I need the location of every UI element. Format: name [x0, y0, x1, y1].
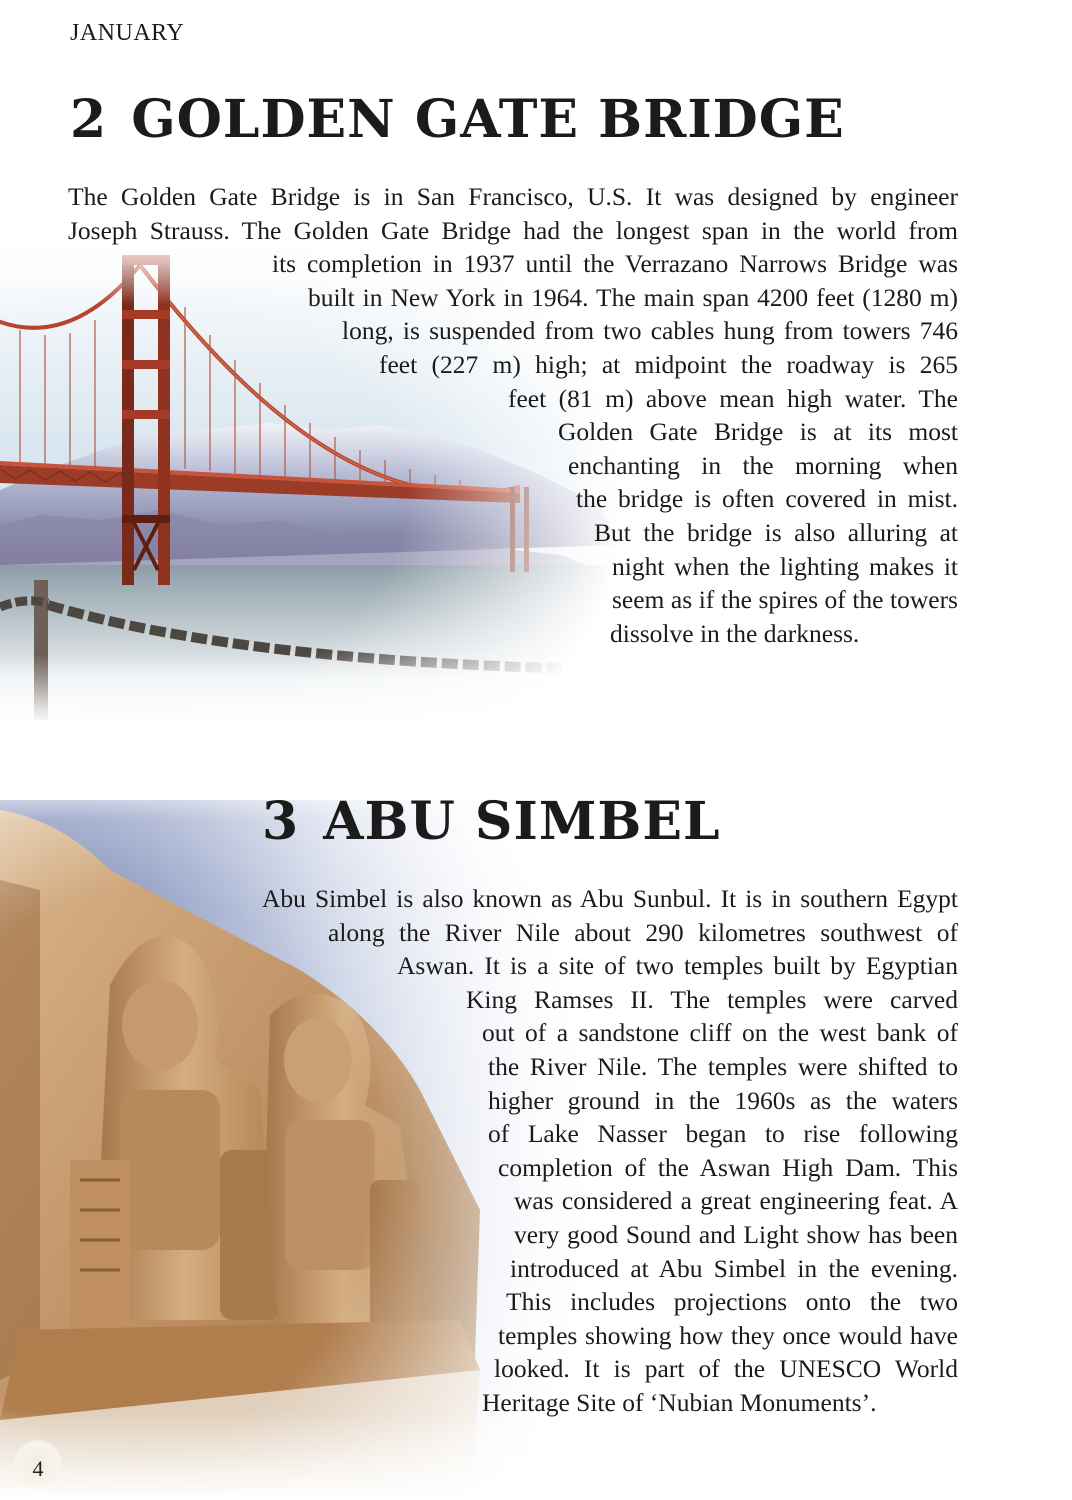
text-line: night when the lighting makes it [612, 551, 958, 581]
text-line: very good Sound and Light show has been [514, 1219, 958, 1249]
text-line: looked. It is part of the UNESCO World [494, 1354, 958, 1384]
text-line: enchanting in the morning when [568, 450, 958, 480]
text-line: was considered a great engineering feat. A [514, 1186, 958, 1216]
text-line: the River Nile. The temples were shifted to [488, 1051, 958, 1081]
text-line: the bridge is often covered in mist. [576, 484, 958, 514]
text-line: feet (227 m) high; at midpoint the roadway is 265 [379, 349, 958, 379]
text-line: introduced at Abu Simbel in the evening. [510, 1253, 958, 1283]
section-number: 3 [262, 791, 300, 852]
text-line: completion of the Aswan High Dam. This [498, 1152, 958, 1182]
text-line: higher ground in the 1960s as the waters [488, 1085, 958, 1115]
text-line: This includes projections onto the two [506, 1287, 958, 1317]
text-line: its completion in 1937 until the Verrazano Narrows Bridge was [272, 249, 958, 279]
text-line: of Lake Nasser began to rise following [488, 1119, 958, 1149]
golden-gate-paragraph [68, 180, 958, 650]
section-heading: ABU SIMBEL [323, 791, 721, 852]
text-line: along the River Nile about 290 kilometres southwest of [328, 917, 958, 947]
section-title-golden-gate [70, 89, 845, 150]
text-line: Joseph Strauss. The Golden Gate Bridge had the longest span in the world from [68, 215, 958, 245]
text-line: But the bridge is also alluring at [594, 517, 958, 547]
text-line: built in New York in 1964. The main span 4200 feet (1280 m) [308, 282, 958, 312]
text-line: feet (81 m) above mean high water. The [508, 383, 958, 413]
section-heading: GOLDEN GATE BRIDGE [131, 89, 845, 150]
text-line: dissolve in the darkness. [610, 618, 860, 648]
text-line: Golden Gate Bridge is at its most [558, 417, 958, 447]
abu-simbel-paragraph [262, 882, 958, 1420]
text-line: long, is suspended from two cables hung from towers 746 [342, 316, 958, 346]
section-title-abu-simbel [262, 791, 721, 852]
text-line: King Ramses II. The temples were carved [466, 984, 958, 1014]
text-line: seem as if the spires of the towers [612, 585, 958, 615]
text-line: out of a sandstone cliff on the west bank of [482, 1018, 958, 1048]
page-number: 4 [14, 1440, 62, 1488]
text-line: Heritage Site of ‘Nubian Monuments’. [482, 1387, 877, 1417]
text-line: Aswan. It is a site of two temples built by Egyptian [397, 951, 958, 981]
text-line: The Golden Gate Bridge is in San Francisco, U.S. It was designed by engineer [68, 182, 958, 211]
text-line: temples showing how they once would have [498, 1320, 958, 1350]
section-number: 2 [70, 89, 108, 150]
text-line: Abu Simbel is also known as Abu Sunbul. It is in southern Egypt [262, 884, 958, 913]
month-label: JANUARY [70, 20, 185, 46]
